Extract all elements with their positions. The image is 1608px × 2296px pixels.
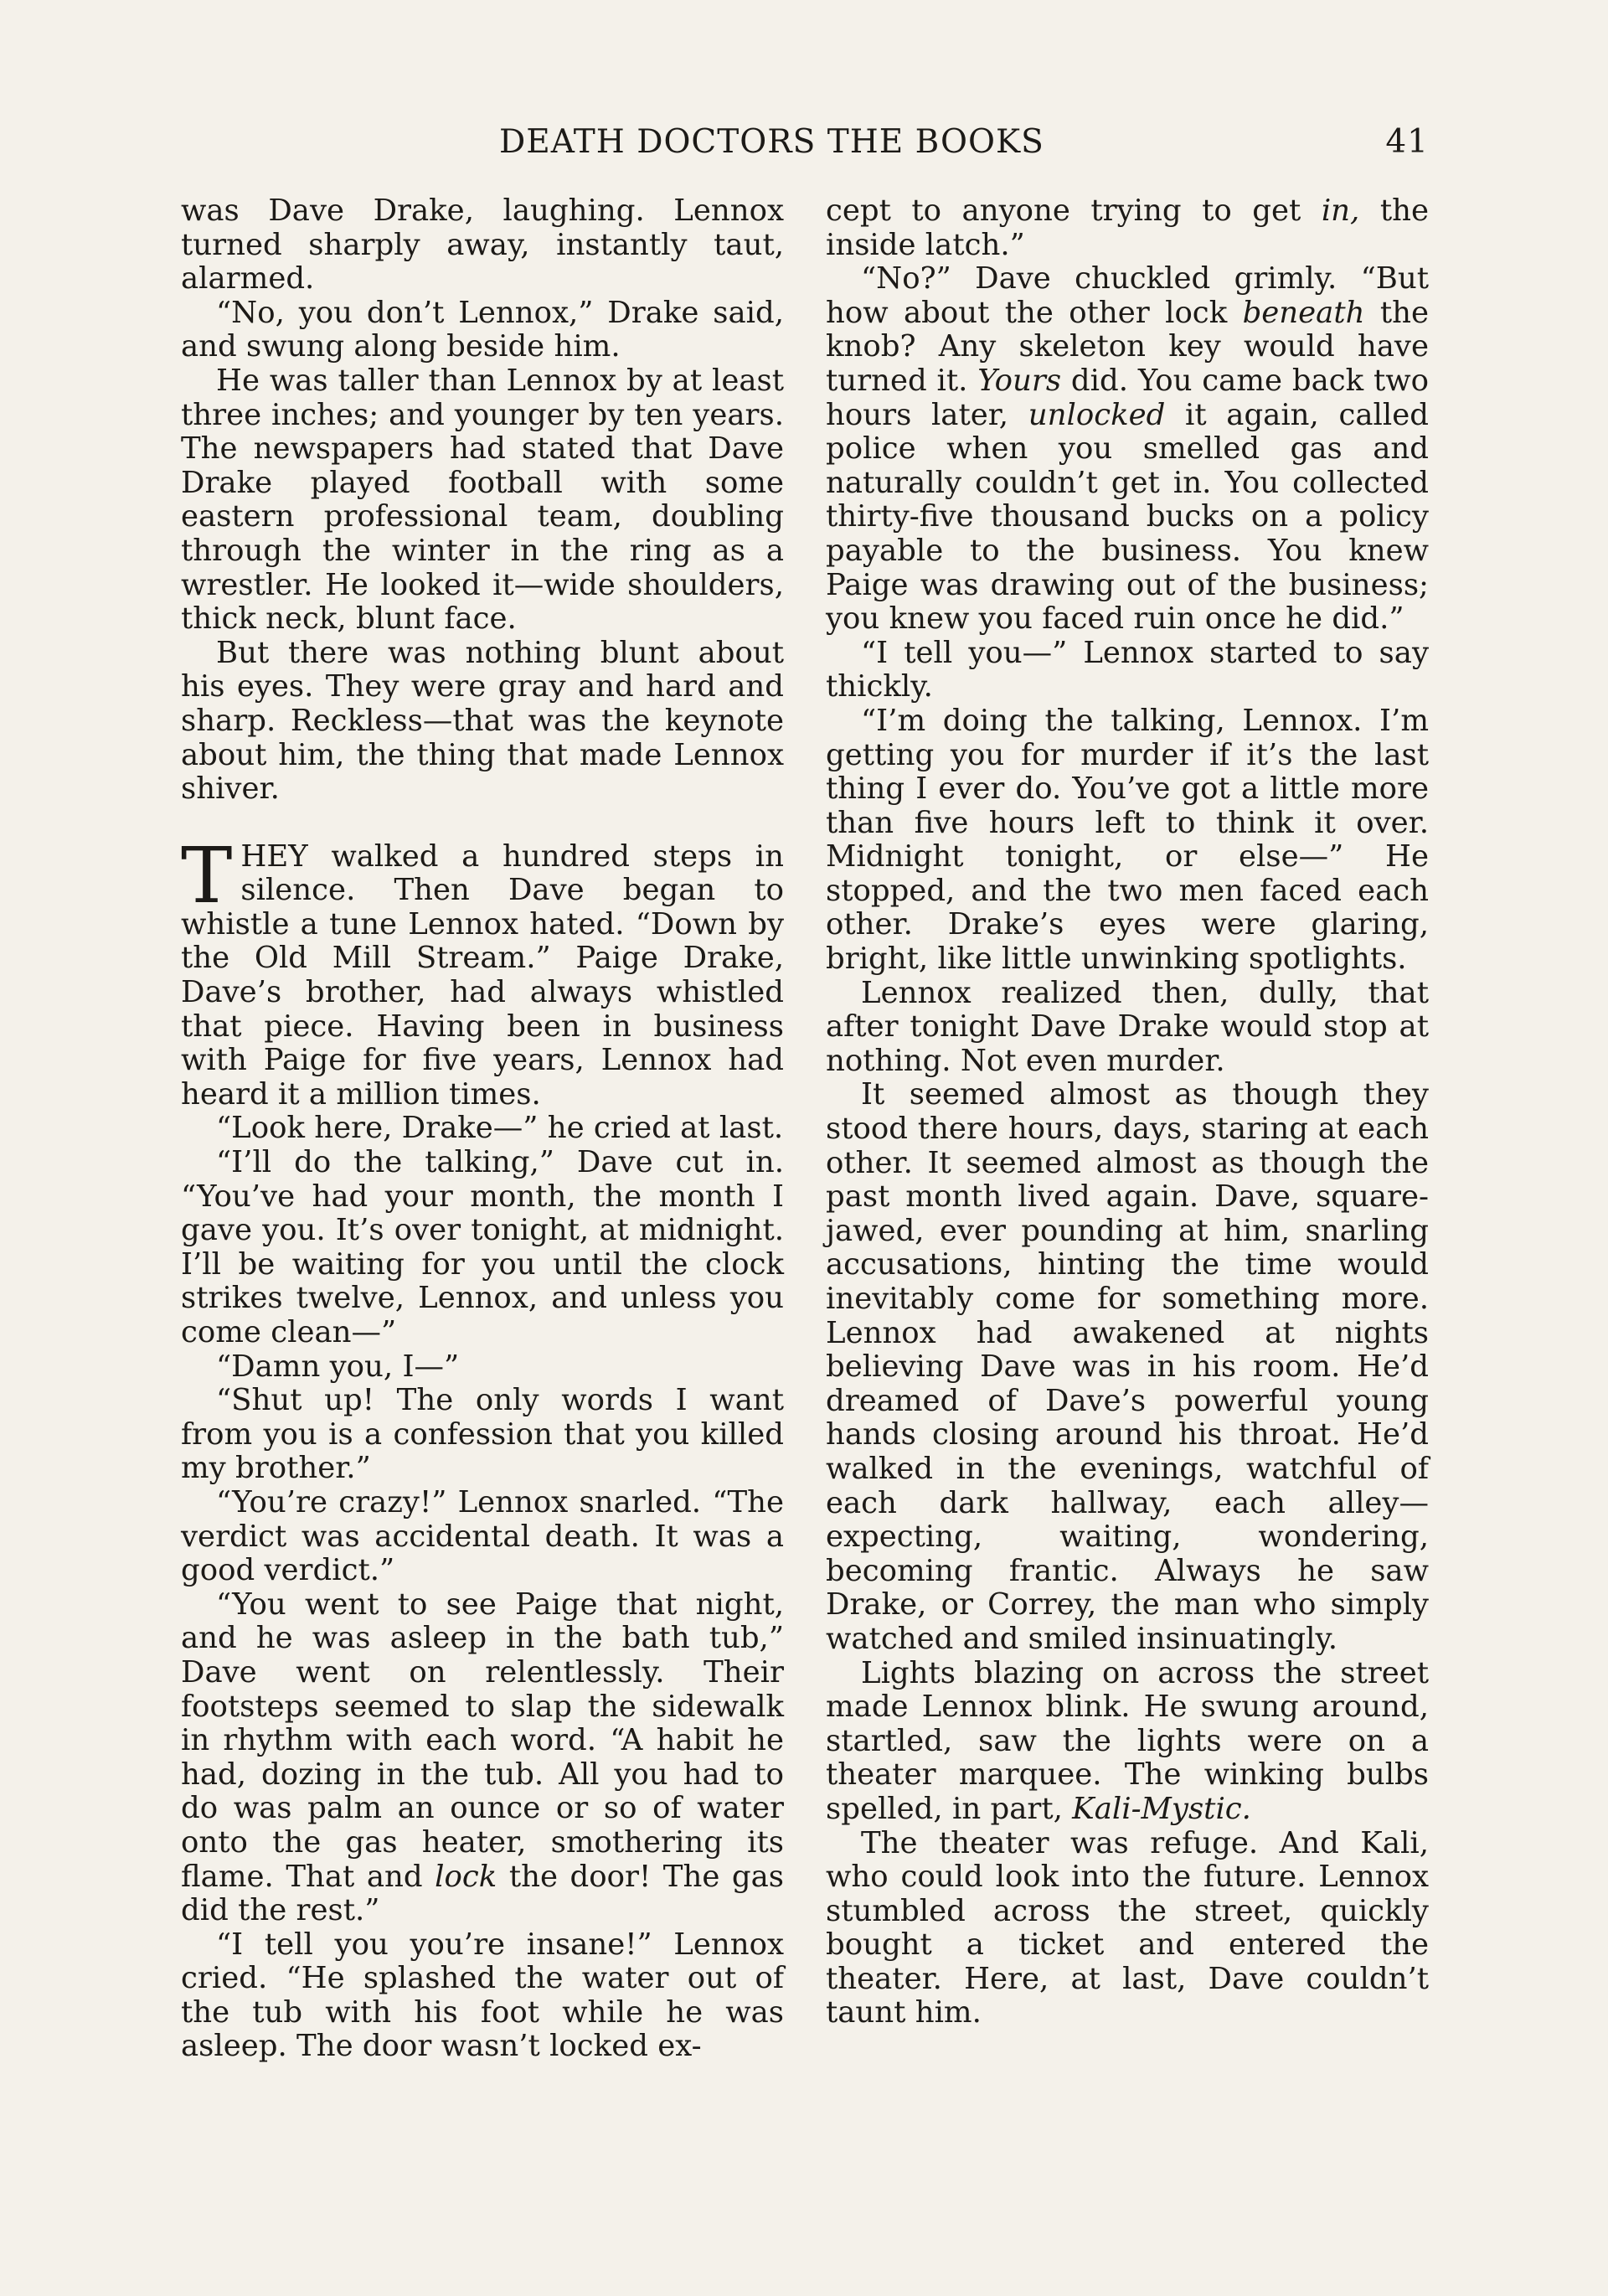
running-title: DEATH DOCTORS THE BOOKS <box>499 123 1044 161</box>
paragraph-text: Lights blazing on across the street made Lennox blink. He swung around, startled, saw the lights were on a theater marquee. The winking bulbs spelled, in part, <box>826 1655 1429 1826</box>
paragraph: “I tell you—” Lennox started to say thickly. <box>826 635 1429 704</box>
paragraph: “Shut up! The only words I want from you is a confession that you killed my brother.” <box>181 1383 784 1486</box>
paragraph-text: “You went to see Paige that night, and he was asleep in the bath tub,” Dave went on relentlessly. Their footsteps seemed to slap the sidewalk in rhythm with each word. “A habit he had, dozing in the tub. All you had to do was palm an ounce or so of water onto the gas heater, smothering its flame. That and <box>181 1587 784 1894</box>
section-opening-paragraph <box>181 830 784 1112</box>
small-caps-lead: HEY <box>240 838 308 874</box>
paragraph: But there was nothing blunt about his eyes. They were gray and hard and sharp. Reckless—that was the keynote about him, the thing that made Lennox shiver. <box>181 635 784 807</box>
paragraph <box>181 1588 784 1928</box>
italic-text: Kali-Mystic. <box>1072 1791 1251 1826</box>
italic-text: lock <box>435 1859 497 1894</box>
paragraph: “I tell you you’re insane!” Lennox cried. “He splashed the water out of the tub with his foot while he was asleep. The door wasn’t locked ex- <box>181 1927 784 2064</box>
paragraph <box>826 194 1429 262</box>
running-head <box>181 117 1429 168</box>
paragraph: “No, you don’t Lennox,” Drake said, and swung along beside him. <box>181 295 784 364</box>
paragraph-text: it again, called police when you smelled gas and naturally couldn’t get in. You collected thirty-five thousand bucks on a policy payable to the business. You knew Paige was drawing out of the business; you knew you faced ruin once he did.” <box>826 397 1429 637</box>
page-number: 41 <box>1385 123 1429 161</box>
paragraph-text: the inside latch.” <box>826 193 1429 262</box>
paragraph: was Dave Drake, laughing. Lennox turned sharply away, instantly taut, alarmed. <box>181 193 784 297</box>
paragraph: “You’re crazy!” Lennox snarled. “The verdict was accidental death. It was a good verdict.” <box>181 1484 784 1588</box>
paragraph-text: the door! The gas did the rest.” <box>181 1859 784 1928</box>
italic-text: in, <box>1321 193 1360 228</box>
paragraph: It seemed almost as though they stood there hours, days, staring at each other. It seemed almost as though the past month lived again. Dave, square-jawed, ever pounding at him, snarling accusations, hinting the time would inevitably come for something more. Lennox had awakened at nights believing Dave was in his room. He’d dreamed of Dave’s powerful young hands closing around his throat. He’d walked in the evenings, watchful of each dark hallway, each alley—expecting, waiting, wondering, becoming frantic. Always he saw Drake, or Correy, the man who simply watched and smiled insinuatingly. <box>826 1077 1429 1656</box>
paragraph-text: walked a hundred steps in silence. Then Dave began to whistle a tune Lennox hated. “Down by the Old Mill Stream.” Paige Drake, Dave’s brother, had always whistled that piece. Having been in business with Paige for five years, Lennox had heard it a million times. <box>181 838 784 1112</box>
paragraph: He was taller than Lennox by at least three inches; and younger by ten years. The newspapers had stated that Dave Drake played football with some eastern professional team, doubling through the winter in the ring as a wrestler. He looked it—wide shoulders, thick neck, blunt face. <box>181 363 784 637</box>
left-column <box>181 194 784 2064</box>
drop-cap: T <box>181 830 233 921</box>
paragraph: “Look here, Drake—” he cried at last. <box>216 1111 784 1146</box>
paragraph <box>826 1657 1429 1827</box>
italic-text: beneath <box>1242 295 1365 330</box>
italic-text: unlocked <box>1028 397 1166 432</box>
paragraph: “I’ll do the talking,” Dave cut in. “You’ve had your month, the month I gave you. It’s over tonight, at midnight. I’ll be waiting for you until the clock strikes twelve, Lennox, and unless you come clean—” <box>181 1145 784 1349</box>
paragraph: “I’m doing the talking, Lennox. I’m getting you for murder if it’s the last thing I ever do. You’ve got a little more than five hours left to think it over. Midnight tonight, or else—” He stopped, and the two men faced each other. Drake’s eyes were glaring, bright, like little unwinking spotlights. <box>826 703 1429 977</box>
paragraph: Lennox realized then, dully, that after tonight Dave Drake would stop at nothing. Not even murder. <box>826 975 1429 1078</box>
paragraph-text: the knob? Any skeleton key would have turned it. <box>826 295 1429 398</box>
paragraph-text: did. You came back two hours later, <box>826 363 1430 432</box>
paragraph: The theater was refuge. And Kali, who could look into the future. Lennox stumbled across the street, quickly bought a ticket and entered the theater. Here, at last, Dave couldn’t taunt him. <box>826 1825 1429 2030</box>
paragraph: “Damn you, I—” <box>216 1349 460 1384</box>
italic-text: Yours <box>977 363 1062 398</box>
paragraph-text: cept to anyone trying to get <box>826 193 1322 228</box>
paragraph-text: “No?” Dave chuckled grimly. “But how about the other lock <box>826 261 1429 330</box>
right-column <box>826 194 1429 2030</box>
paragraph <box>826 262 1429 637</box>
